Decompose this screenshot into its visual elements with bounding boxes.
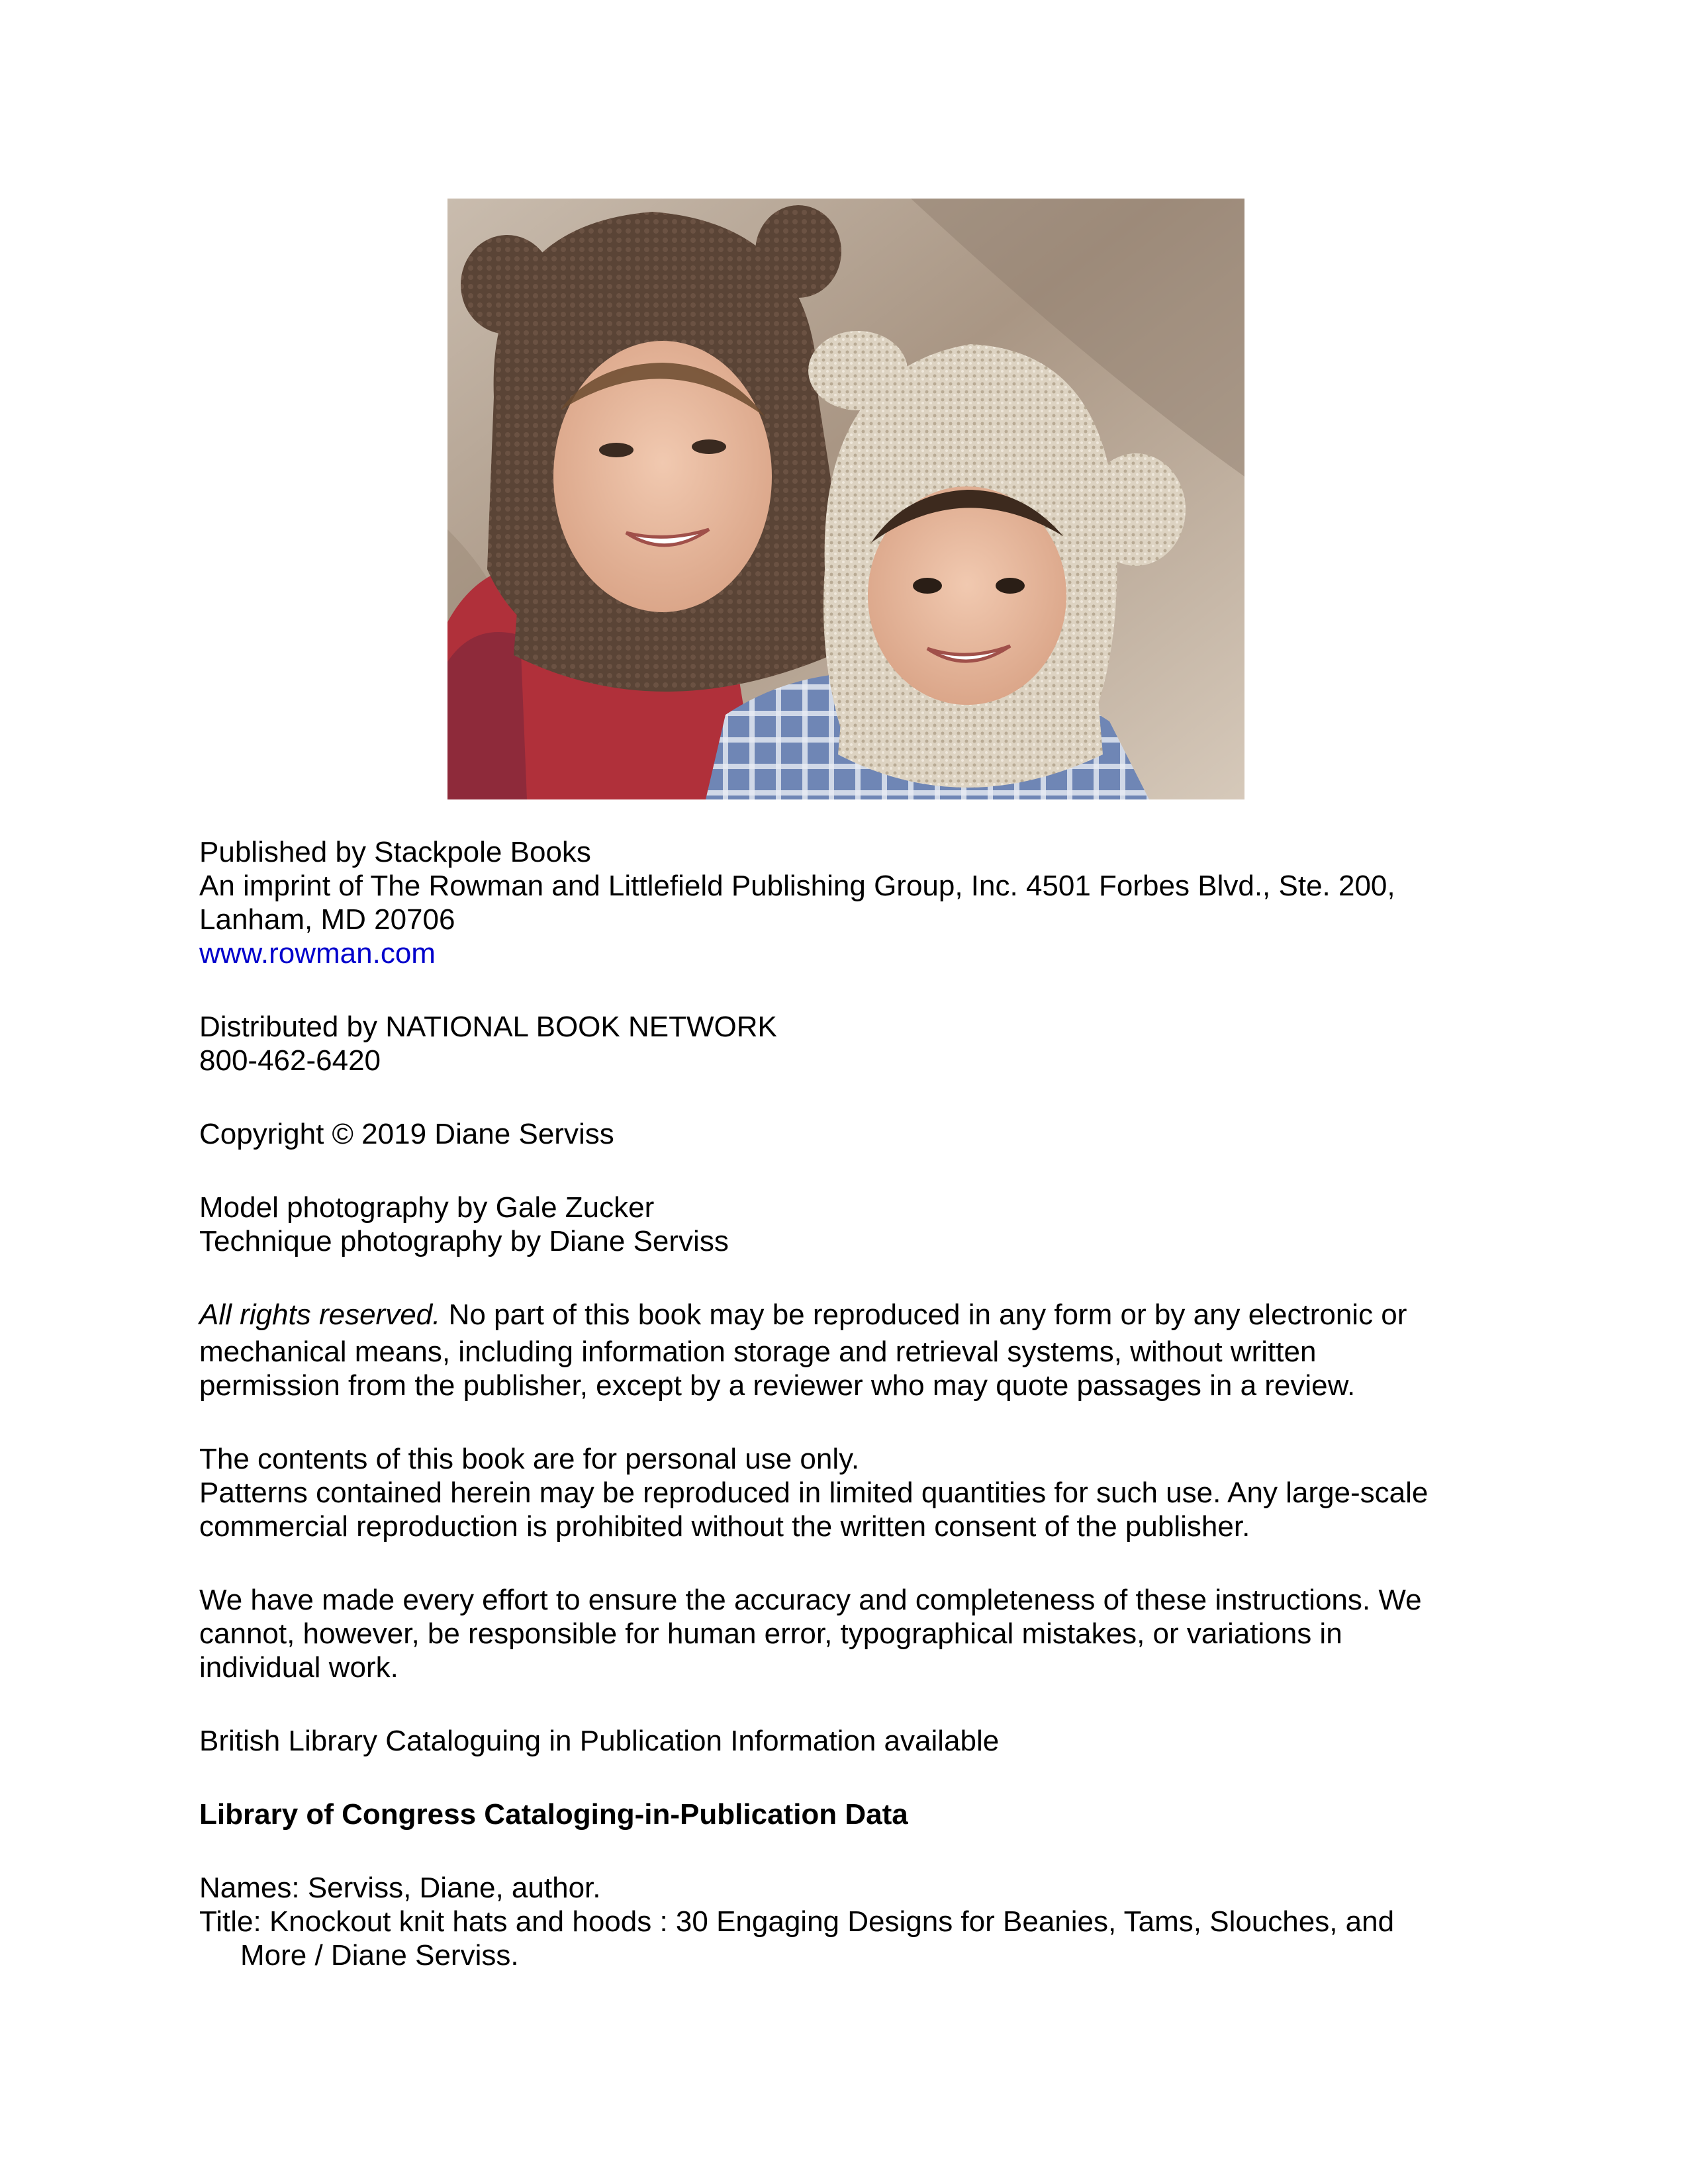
woman-face [553,341,772,612]
accuracy-line-3: individual work. [199,1651,399,1684]
loc-title-line-2: More / Diane Serviss. [240,1939,519,1972]
rights-italic-lead: All rights reserved. [199,1298,441,1331]
personal-use-line-1: The contents of this book are for personal use only. [199,1443,860,1475]
copyright-line: Copyright © 2019 Diane Serviss [199,1118,614,1150]
rights-line-2: mechanical means, including information storage and retrieval systems, without written [199,1336,1317,1368]
model-photography-credit: Model photography by Gale Zucker [199,1191,655,1224]
personal-use-line-3: commercial reproduction is prohibited without the written consent of the publisher. [199,1510,1250,1543]
rights-line-1 [199,1298,1523,1332]
publisher-website-link[interactable]: www.rowman.com [199,937,436,970]
british-library-note: British Library Cataloguing in Publication Information available [199,1725,1000,1757]
distributor-phone: 800-462-6420 [199,1044,381,1077]
address-line: Lanham, MD 20706 [199,903,455,936]
imprint-line: An imprint of The Rowman and Littlefield Publishing Group, Inc. 4501 Forbes Blvd., Ste. 200, [199,870,1395,902]
loc-names: Names: Serviss, Diane, author. [199,1872,601,1904]
loc-title-line-1: Title: Knockout knit hats and hoods : 30 Engaging Designs for Beanies, Tams, Slouches, and [199,1905,1395,1938]
technique-photography-credit: Technique photography by Diane Serviss [199,1225,729,1257]
copyright-page-text [199,835,1523,1972]
distributed-by: Distributed by NATIONAL BOOK NETWORK [199,1011,777,1043]
published-by: Published by Stackpole Books [199,836,591,868]
accuracy-line-2: cannot, however, be responsible for human error, typographical mistakes, or variations in [199,1617,1342,1650]
personal-use-line-2: Patterns contained herein may be reproduced in limited quantities for such use. Any large-scale [199,1477,1429,1509]
accuracy-line-1: We have made every effort to ensure the accuracy and completeness of these instructions. We [199,1584,1422,1616]
cover-photo [447,199,1244,799]
rights-line-3: permission from the publisher, except by a reviewer who may quote passages in a review. [199,1369,1356,1402]
photo-illustration [447,199,1244,799]
rights-line-1-rest: No part of this book may be reproduced in any form or by any electronic or [440,1298,1407,1331]
loc-heading: Library of Congress Cataloging-in-Publication Data [199,1798,908,1831]
